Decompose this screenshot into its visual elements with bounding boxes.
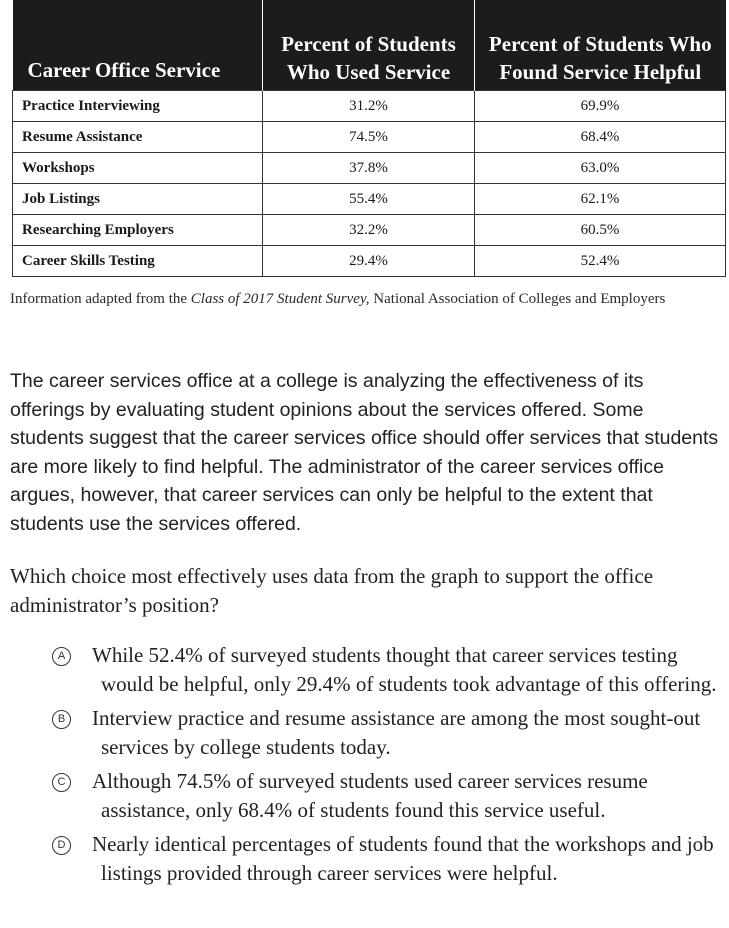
header-service: Career Office Service (13, 0, 263, 91)
choice-c-text: Although 74.5% of surveyed students used career services resume assistance, only 68.4% of students found this service useful. (92, 769, 648, 822)
table-header-row (13, 0, 726, 91)
cell-service: Practice Interviewing (13, 91, 263, 122)
cell-used: 29.4% (263, 246, 475, 277)
choice-d-text: Nearly identical percentages of students found that the workshops and job listings provided through career services were helpful. (92, 832, 714, 885)
choice-a-letter-icon: A (52, 647, 71, 666)
cell-service: Job Listings (13, 184, 263, 215)
cell-used: 74.5% (263, 122, 475, 153)
choice-b-letter-icon: B (52, 710, 71, 729)
choice-d[interactable] (52, 830, 722, 887)
cell-helpful: 69.9% (475, 91, 726, 122)
choice-a[interactable] (52, 641, 722, 698)
cell-helpful: 68.4% (475, 122, 726, 153)
choice-c[interactable] (52, 767, 722, 824)
table-row (13, 184, 726, 215)
table-row (13, 246, 726, 277)
cell-used: 55.4% (263, 184, 475, 215)
source-suffix: National Association of Colleges and Employers (369, 291, 666, 307)
cell-helpful: 63.0% (475, 153, 726, 184)
cell-service: Workshops (13, 153, 263, 184)
cell-service: Career Skills Testing (13, 246, 263, 277)
table-row (13, 153, 726, 184)
source-citation (10, 288, 720, 310)
choice-d-letter-icon: D (52, 836, 71, 855)
table-row (13, 91, 726, 122)
table-row (13, 122, 726, 153)
choice-c-letter-icon: C (52, 773, 71, 792)
cell-helpful: 62.1% (475, 184, 726, 215)
cell-service: Researching Employers (13, 215, 263, 246)
choice-a-text: While 52.4% of surveyed students thought that career services testing would be helpful, only 29.4% of students took advantage of this offering. (92, 643, 717, 696)
data-table-container (12, 0, 725, 277)
header-helpful: Percent of Students Who Found Service Helpful (475, 0, 726, 91)
choice-b-text: Interview practice and resume assistance are among the most sought-out services by college students today. (92, 706, 701, 759)
cell-used: 32.2% (263, 215, 475, 246)
cell-used: 31.2% (263, 91, 475, 122)
cell-service: Resume Assistance (13, 122, 263, 153)
source-prefix: Information adapted from the (10, 291, 191, 307)
cell-used: 37.8% (263, 153, 475, 184)
source-title: Class of 2017 Student Survey, (190, 291, 370, 307)
table-row (13, 215, 726, 246)
passage-text: The career services office at a college is analyzing the effectiveness of its offerings by evaluating student opinions about the services offered. Some students suggest that the career services office should offer services that students are more likely to find helpful. The administrator of the career services office argues, however, that career services can only be helpful to the extent that students use the services offered. (10, 370, 719, 535)
cell-helpful: 60.5% (475, 215, 726, 246)
career-services-table (12, 0, 726, 277)
question-stem: Which choice most effectively uses data from the graph to support the office administrator’s position? (10, 564, 654, 617)
answer-choices (52, 641, 722, 893)
cell-helpful: 52.4% (475, 246, 726, 277)
header-used: Percent of Students Who Used Service (263, 0, 475, 91)
choice-b[interactable] (52, 704, 722, 761)
